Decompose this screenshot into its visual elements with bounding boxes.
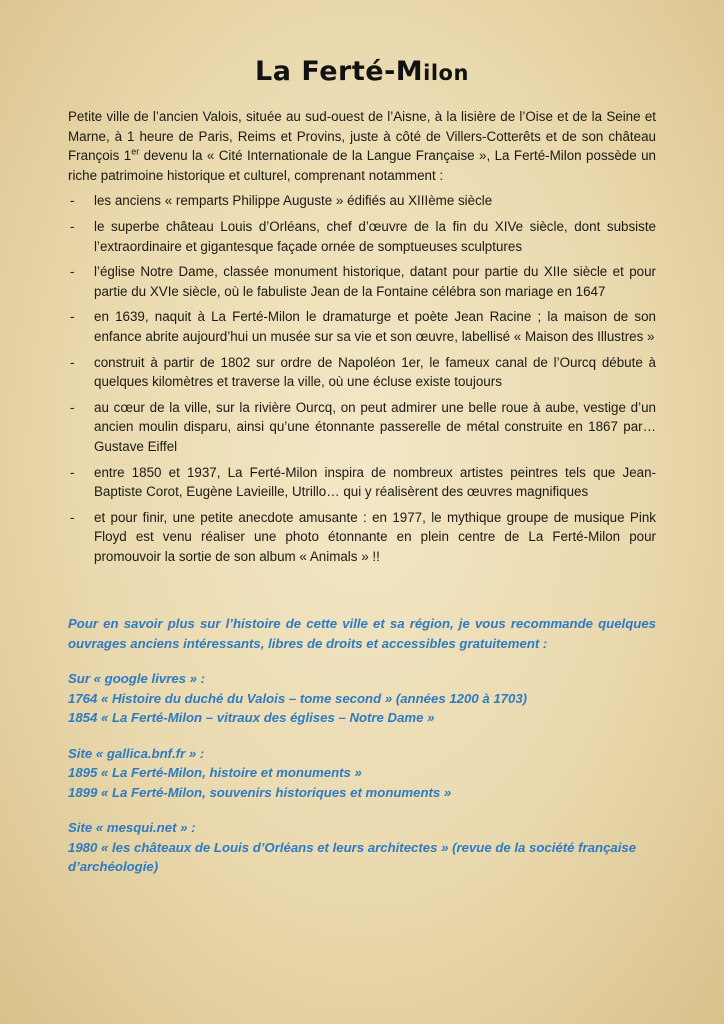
list-dash: - [70, 309, 75, 325]
list-item-text: entre 1850 et 1937, La Ferté-Milon inspira de nombreux artistes peintres tels que Jean-Baptiste Corot, Eugène Lavieille, Utrillo… qui y réalisèrent des œuvres magnifiques [94, 464, 656, 500]
list-item [68, 398, 656, 457]
list-item-text: au cœur de la ville, sur la rivière Ourcq, on peut admirer une belle roue à aube, vestige d’un ancien moulin disparu, ainsi qu’une étonnante passerelle de métal construite en 1867 par… Gustave Eiffel [94, 399, 656, 454]
list-item [68, 353, 656, 392]
list-dash: - [70, 264, 75, 280]
source-entry: 1854 « La Ferté-Milon – vitraux des églises – Notre Dame » [68, 710, 435, 726]
list-dash: - [70, 464, 75, 480]
title-main: La Ferté-M [255, 56, 424, 87]
source-entry: 1980 « les châteaux de Louis d’Orléans et leurs architectes » (revue de la société française d’archéologie) [68, 839, 637, 875]
list-dash: - [70, 193, 75, 209]
list-item [68, 307, 656, 346]
list-item [68, 508, 656, 567]
list-item-text: et pour finir, une petite anecdote amusante : en 1977, le mythique groupe de musique Pink Floyd est venu réaliser une photo étonnante en plein centre de La Ferté-Milon pour promouvoir la sortie de son album « Animals » !! [94, 509, 656, 564]
list-item-text: construit à partir de 1802 sur ordre de Napoléon 1er, le fameux canal de l’Ourcq débute à quelques kilomètres et traverse la ville, où une écluse existe toujours [94, 354, 656, 390]
source-heading: Site « mesqui.net » : [68, 820, 196, 836]
list-item-text: le superbe château Louis d’Orléans, chef d’œuvre de la fin du XIVe siècle, dont subsiste l’extraordinaire et gigantesque façade ornée de somptueuses sculptures [94, 218, 656, 254]
list-item [68, 262, 656, 301]
source-heading: Sur « google livres » : [68, 671, 206, 687]
source-group-gallica [68, 744, 656, 803]
list-item [68, 217, 656, 256]
list-dash: - [70, 399, 75, 415]
list-item [68, 463, 656, 502]
source-entry: 1764 « Histoire du duché du Valois – tome second » (années 1200 à 1703) [68, 690, 528, 706]
source-group-mesqui [68, 818, 656, 877]
intro-part2: devenu la « Cité Internationale de la Langue Française », La Ferté-Milon possède un riche patrimoine historique et culturel, comprenant notamment : [68, 148, 656, 183]
page-title [68, 56, 656, 87]
intro-part1: Petite ville de l’ancien Valois, située au sud-ouest de l’Aisne, à la lisière de l’Oise et de la Seine et Marne, à 1 heure de Paris, Reims et Provins, juste à côté de Villers-Cotterêts et de son château François 1 [68, 109, 656, 164]
intro-paragraph [68, 107, 656, 185]
source-entry: 1895 « La Ferté-Milon, histoire et monuments » [68, 765, 362, 781]
list-item-text: en 1639, naquit à La Ferté-Milon le dramaturge et poète Jean Racine ; la maison de son enfance abrite aujourd’hui un musée sur sa vie et son œuvre, labellisé « Maison des Illustres » [94, 309, 656, 344]
source-group-google [68, 669, 656, 728]
list-dash: - [70, 509, 75, 525]
list-item-text: l’église Notre Dame, classée monument historique, datant pour partie du XIIe siècle et pour partie du XVIe siècle, où le fabuliste Jean de la Fontaine célébra son mariage en 1647 [94, 264, 656, 299]
source-entry: 1899 « La Ferté-Milon, souvenirs historiques et monuments » [68, 784, 452, 800]
list-dash: - [70, 354, 75, 370]
intro-superscript: er [131, 146, 140, 157]
list-item [68, 191, 656, 211]
heritage-list [68, 191, 656, 566]
list-dash: - [70, 218, 75, 234]
title-rest: ilon [423, 61, 469, 85]
list-item-text: les anciens « remparts Philippe Auguste » édifiés au XIIIème siècle [94, 193, 493, 209]
recommendation-text: Pour en savoir plus sur l’histoire de cette ville et sa région, je vous recommande quelques ouvrages anciens intéressants, libres de droits et accessibles gratuitement : [68, 616, 656, 651]
source-heading: Site « gallica.bnf.fr » : [68, 745, 205, 761]
